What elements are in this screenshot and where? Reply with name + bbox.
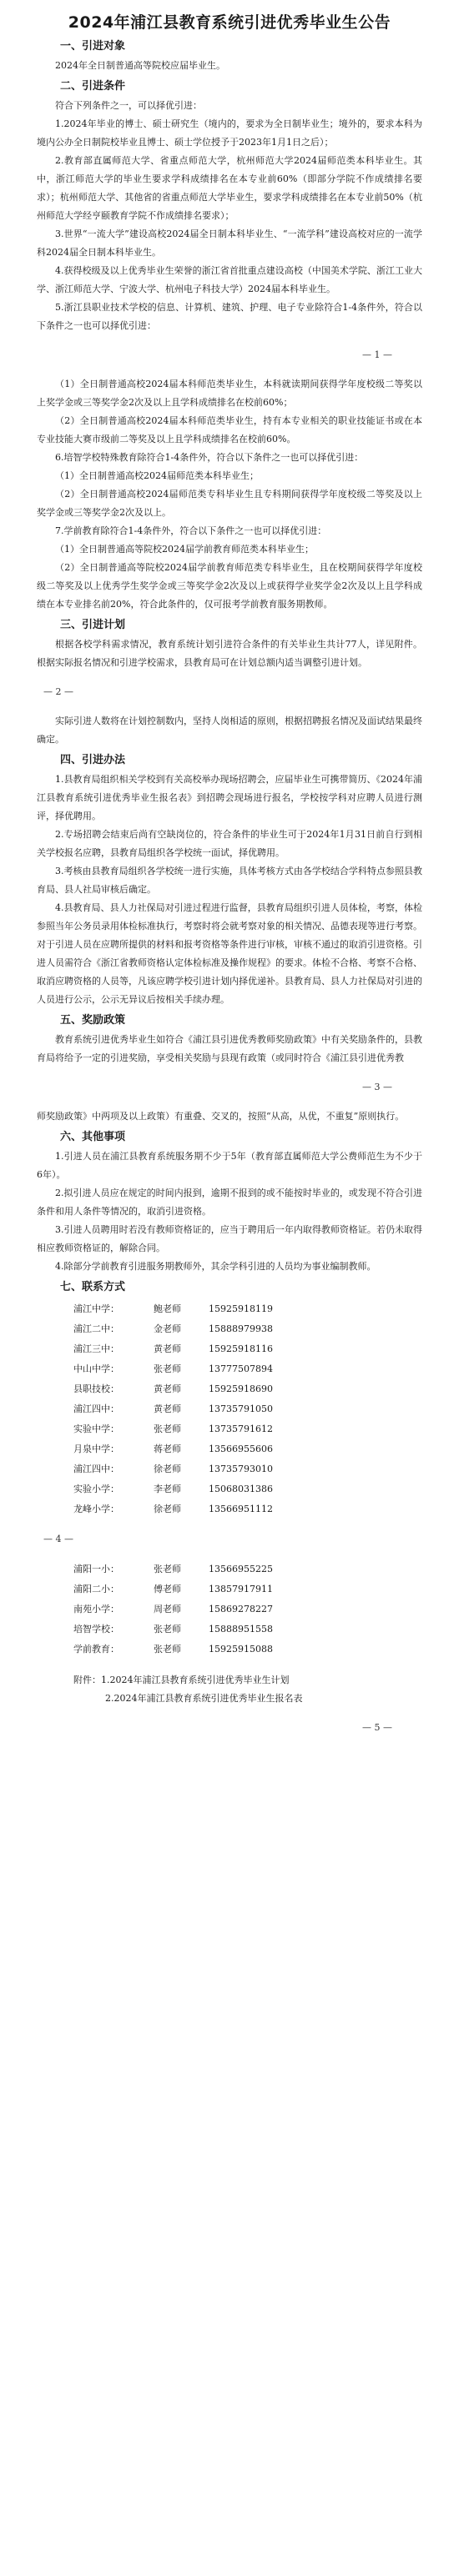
paragraph: （1）全日制普通高校2024届本科师范类毕业生，本科就读期间获得学年度校级二等奖以上奖学金或三等奖学金2次及以上且学科成绩排名在校前60%； xyxy=(37,379,422,408)
contact-phone: 15888951558 xyxy=(209,1624,273,1634)
contact-phone: 15869278227 xyxy=(209,1604,273,1614)
contact-school: 浦江三中： xyxy=(73,1343,119,1354)
contact-phone: 15068031386 xyxy=(209,1484,273,1494)
contact-school: 中山中学： xyxy=(73,1363,119,1374)
contact-name: 张老师 xyxy=(154,1624,181,1634)
section-heading-5: 五、奖励政策 xyxy=(60,1014,126,1027)
contact-name: 张老师 xyxy=(154,1564,181,1574)
paragraph: 1.引进人员在浦江县教育系统服务期不少于5年（教育部直属师范大学公费师范生为不少于6年）。 xyxy=(37,1151,422,1180)
paragraph: 2.拟引进人员应在规定的时间内报到，逾期不报到的或不能按时毕业的，或发现不符合引进条件和用人条件等情况的，取消引进资格。 xyxy=(37,1188,422,1217)
contact-phone: 13735791612 xyxy=(209,1424,273,1434)
contact-list xyxy=(37,1299,422,1519)
attachment-item: 附件：1.2024年浦江县教育系统引进优秀毕业生计划 xyxy=(73,1675,290,1685)
contact-school: 实验小学： xyxy=(73,1484,119,1494)
contact-row xyxy=(37,1339,422,1359)
contact-name: 周老师 xyxy=(154,1604,181,1614)
paragraph: 1.县教育局组织相关学校到有关高校举办现场招聘会，应届毕业生可携带简历、《2024年浦江县教育系统引进优秀毕业生报名表》到招聘会现场进行报名，学校按学科对应聘人员进行测评，择优聘用。 xyxy=(37,774,422,821)
contact-school: 浦江四中： xyxy=(73,1403,119,1414)
contact-phone: 13735791050 xyxy=(209,1403,273,1414)
paragraph: 2024年全日制普通高等院校应届毕业生。 xyxy=(55,60,225,71)
paragraph: 2.教育部直属师范大学、省重点师范大学，杭州师范大学2024届师范类本科毕业生。其中，浙江师范大学的毕业生要求学科成绩排名在本专业前60%（即部分学院不作成绩排名要求）；杭州师范大学、其他省的省重点师范大学毕业生，要求学科成绩排名在本专业前50%（杭州师范大学经亨颐教育学院不作成绩排名要求）； xyxy=(37,155,422,221)
contact-phone: 13735793010 xyxy=(209,1464,273,1474)
contact-school: 实验中学： xyxy=(73,1424,119,1434)
paragraph: （2）全日制普通高校2024届师范类专科毕业生且专科期间获得学年度校级二等奖及以上奖学金或三等奖学金2次及以上。 xyxy=(37,489,422,518)
contact-school: 浦江四中： xyxy=(73,1464,119,1474)
contact-phone: 13566955225 xyxy=(209,1564,273,1574)
contact-school: 月泉中学： xyxy=(73,1444,119,1454)
contact-row xyxy=(37,1619,422,1640)
page-number: — 2 — xyxy=(43,686,73,697)
contact-name: 傅老师 xyxy=(154,1584,181,1594)
contact-school: 浦阳二小： xyxy=(73,1584,119,1594)
paragraph: 6.培智学校特殊教育除符合1-4条件外，符合以下条件之一也可以择优引进： xyxy=(55,452,364,463)
contact-row xyxy=(37,1359,422,1379)
contact-row xyxy=(37,1419,422,1439)
paragraph: 3.考核由县教育局组织各学校统一进行实施，具体考核方式由各学校结合学科特点参照县教育局、县人社局审核后确定。 xyxy=(37,866,422,895)
attachment-item: 2.2024年浦江县教育系统引进优秀毕业生报名表 xyxy=(105,1693,303,1704)
paragraph: （1）全日制普通高等院校2024届学前教育师范类本科毕业生； xyxy=(55,544,314,555)
contact-row xyxy=(37,1379,422,1399)
paragraph: 教育系统引进优秀毕业生如符合《浦江县引进优秀教师奖励政策》中有关奖励条件的，县教育局将给予一定的引进奖励，享受相关奖励与县现有政策（或同时符合《浦江县引进优秀教 xyxy=(37,1034,422,1063)
contact-name: 张老师 xyxy=(154,1644,181,1655)
paragraph: 4.除部分学前教育引进服务期教师外，其余学科引进的人员均为事业编制教师。 xyxy=(55,1261,376,1272)
contact-name: 金老师 xyxy=(154,1323,181,1334)
section-heading-6: 六、其他事项 xyxy=(60,1131,126,1143)
contact-school: 县职技校： xyxy=(73,1383,119,1394)
contact-name: 徐老师 xyxy=(154,1464,181,1474)
section-heading-3: 三、引进计划 xyxy=(60,619,126,631)
contact-school: 浦江二中： xyxy=(73,1323,119,1334)
contact-row xyxy=(37,1439,422,1459)
contact-phone: 15925918119 xyxy=(209,1303,273,1314)
contact-row xyxy=(37,1479,422,1499)
contact-name: 张老师 xyxy=(154,1363,181,1374)
contact-phone: 15925918116 xyxy=(209,1343,273,1354)
page-number: — 4 — xyxy=(43,1534,73,1544)
paragraph: 根据各校学科需求情况，教育系统计划引进符合条件的有关毕业生共计77人，详见附件。根据实际报名情况和引进学校需求，县教育局可在计划总额内适当调整引进计划。 xyxy=(37,639,422,668)
contact-phone: 15888979938 xyxy=(209,1323,273,1334)
paragraph: 4.县教育局、县人力社保局对引进过程进行监督，县教育局组织引进人员体检，考察，体检参照当年公务员录用体检标准执行，考察时将会就考察对象的相关情况、品德表现等进行考察。对于引进人员在应聘所提供的材料和报考资格等条件进行审核，审核不通过的取消引进资格。引进人员需符合《浙江省教师资格认定体检标准及操作规程》的要求。体检不合格、考察不合格、取消应聘资格的人员等，凡该应聘学校引进计划内择优递补。县教育局、县人力社保局对引进的人员进行公示，公示无异议后按相关手续办理。 xyxy=(37,902,422,1005)
contact-name: 黄老师 xyxy=(154,1343,181,1354)
section-heading-7: 七、联系方式 xyxy=(60,1281,126,1293)
contact-school: 学前教育： xyxy=(73,1644,119,1655)
paragraph: 符合下列条件之一，可以择优引进： xyxy=(55,100,202,111)
contact-phone: 13857917911 xyxy=(209,1584,273,1594)
contact-phone: 13566951112 xyxy=(209,1504,273,1514)
paragraph: （2）全日制普通高校2024届本科师范类毕业生，持有本专业相关的职业技能证书或在本专业技能大赛市级前二等奖及以上且学科成绩排名在校前60%。 xyxy=(37,415,422,444)
contact-name: 张老师 xyxy=(154,1424,181,1434)
attachments xyxy=(37,1671,422,1708)
paragraph: 实际引进人数将在计划控制数内，坚持人岗相适的原则，根据招聘报名情况及面试结果最终确定。 xyxy=(37,716,422,745)
contact-phone: 15925915088 xyxy=(209,1644,273,1655)
contact-phone: 13777507894 xyxy=(209,1363,273,1374)
contact-name: 鲍老师 xyxy=(154,1303,181,1314)
contact-row xyxy=(37,1599,422,1619)
contact-name: 李老师 xyxy=(154,1484,181,1494)
contact-school: 浦江中学： xyxy=(73,1303,119,1314)
paragraph: 3.引进人员聘用时若没有教师资格证的，应当于聘用后一年内取得教师资格证。若仍未取得相应教师资格证的，解除合同。 xyxy=(37,1224,422,1253)
contact-row xyxy=(37,1399,422,1419)
section-heading-2: 二、引进条件 xyxy=(60,80,126,93)
contact-list xyxy=(37,1559,422,1660)
paragraph: （2）全日制普通高等院校2024届学前教育师范类专科毕业生，且在校期间获得学年度校级二等奖及以上优秀学生奖学金或三等奖学金2次及以上或获得学业奖学金2次及以上且学科成绩在本专业排名前20%，符合此条件的，仅可报考学前教育服务期教师。 xyxy=(37,562,422,610)
contact-row xyxy=(37,1319,422,1339)
contact-school: 培智学校： xyxy=(73,1624,119,1634)
paragraph: （1）全日制普通高校2024届师范类本科毕业生； xyxy=(55,470,259,481)
paragraph: 师奖励政策》中两项及以上政策）有重叠、交叉的，按照“从高，从优，不重复”原则执行。 xyxy=(37,1111,405,1122)
contact-row xyxy=(37,1459,422,1479)
paragraph: 5.浙江县职业技术学校的信息、计算机、建筑、护理、电子专业除符合1-4条件外，符合以下条件之一也可以择优引进： xyxy=(37,302,422,331)
contact-phone: 13566955606 xyxy=(209,1444,273,1454)
contact-row xyxy=(37,1559,422,1579)
page-number: — 1 — xyxy=(362,349,392,360)
page-title: 2024年浦江县教育系统引进优秀毕业生公告 xyxy=(68,13,391,32)
section-heading-4: 四、引进办法 xyxy=(60,754,126,766)
section-heading-1: 一、引进对象 xyxy=(60,40,126,53)
page-number: — 3 — xyxy=(362,1082,392,1092)
contact-school: 南苑小学： xyxy=(73,1604,119,1614)
contact-name: 黄老师 xyxy=(154,1383,181,1394)
contact-row xyxy=(37,1640,422,1660)
contact-school: 龙峰小学： xyxy=(73,1504,119,1514)
contact-row xyxy=(37,1499,422,1519)
contact-name: 黄老师 xyxy=(154,1403,181,1414)
paragraph: 2.专场招聘会结束后尚有空缺岗位的，符合条件的毕业生可于2024年1月31日前自行到相关学校报名应聘，县教育局组织各学校统一面试，择优聘用。 xyxy=(37,829,422,858)
contact-name: 徐老师 xyxy=(154,1504,181,1514)
page-number: — 5 — xyxy=(362,1722,392,1733)
contact-school: 浦阳一小： xyxy=(73,1564,119,1574)
contact-name: 蒋老师 xyxy=(154,1444,181,1454)
contact-row xyxy=(37,1579,422,1599)
paragraph: 4.获得校级及以上优秀毕业生荣誉的浙江省首批重点建设高校（中国美术学院、浙江工业大学、浙江师范大学、宁波大学、杭州电子科技大学）2024届本科毕业生。 xyxy=(37,265,422,294)
contact-phone: 15925918690 xyxy=(209,1383,273,1394)
paragraph: 7.学前教育除符合1-4条件外，符合以下条件之一也可以择优引进： xyxy=(55,525,327,536)
paragraph: 1.2024年毕业的博士、硕士研究生（境内的，要求为全日制毕业生；境外的，要求本科为境内公办全日制院校毕业且博士、硕士学位授予于2023年1月1日之后）； xyxy=(37,118,422,148)
contact-row xyxy=(37,1299,422,1319)
paragraph: 3.世界“一流大学”建设高校2024届全日制本科毕业生、“一流学科”建设高校对应的一流学科2024届全日制本科毕业生。 xyxy=(37,228,422,258)
